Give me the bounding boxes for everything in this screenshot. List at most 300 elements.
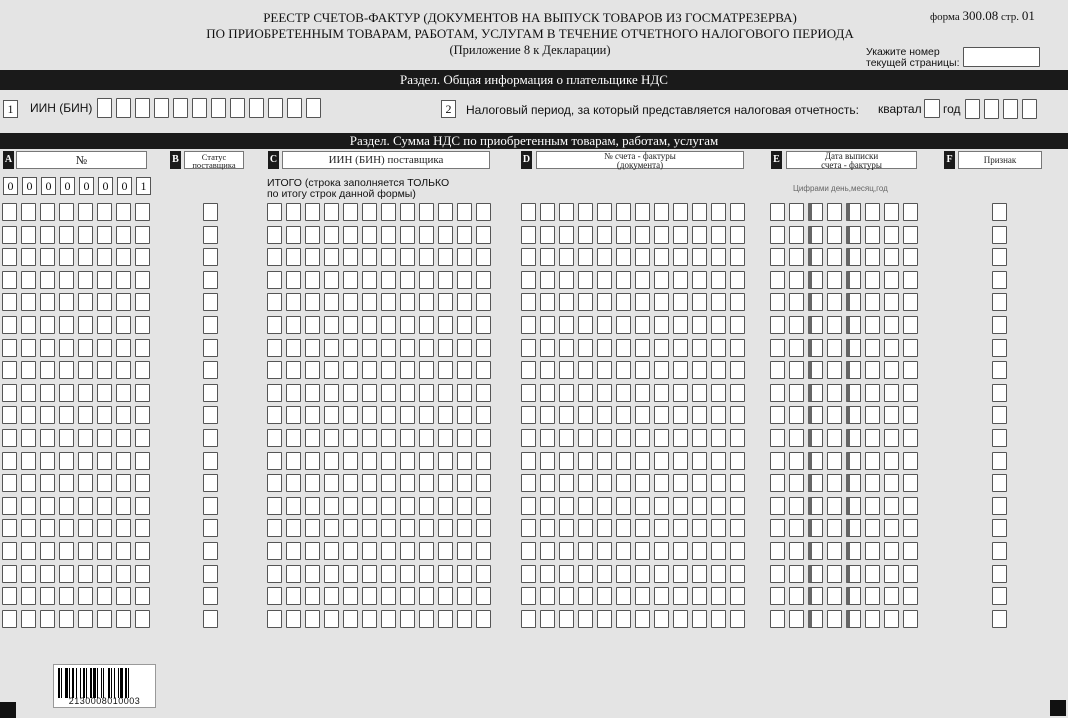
supplier-iin-cell[interactable] (305, 361, 320, 379)
supplier-iin-cell[interactable] (324, 429, 339, 447)
supplier-iin-cell[interactable] (324, 361, 339, 379)
invoice-number-cell[interactable] (540, 203, 555, 221)
supplier-iin-cell[interactable] (457, 293, 472, 311)
flag-cell[interactable] (992, 316, 1007, 334)
supplier-iin-cell[interactable] (438, 610, 453, 628)
invoice-date-cell[interactable] (865, 429, 880, 447)
invoice-number-cell[interactable] (711, 203, 726, 221)
invoice-date-cell[interactable] (884, 429, 899, 447)
invoice-number-cell[interactable] (692, 519, 707, 537)
supplier-iin-cell[interactable] (476, 203, 491, 221)
invoice-date-cell[interactable] (808, 565, 823, 583)
invoice-number-cell[interactable] (616, 203, 631, 221)
number-cell[interactable] (40, 226, 55, 244)
invoice-number-cell[interactable] (559, 316, 574, 334)
flag-cell[interactable] (992, 474, 1007, 492)
invoice-number-cell[interactable] (692, 565, 707, 583)
invoice-date-cell[interactable] (846, 406, 861, 424)
invoice-date-cell[interactable] (865, 248, 880, 266)
supplier-iin-cell[interactable] (286, 293, 301, 311)
invoice-number-cell[interactable] (616, 452, 631, 470)
number-cell[interactable] (78, 293, 93, 311)
supplier-iin-cell[interactable] (457, 542, 472, 560)
invoice-date-cell[interactable] (808, 226, 823, 244)
invoice-number-cell[interactable] (521, 384, 536, 402)
invoice-number-cell[interactable] (730, 406, 745, 424)
invoice-date-cell[interactable] (770, 610, 785, 628)
number-cell[interactable] (59, 361, 74, 379)
number-cell[interactable] (59, 406, 74, 424)
invoice-date-cell[interactable] (827, 610, 842, 628)
invoice-date-cell[interactable] (865, 452, 880, 470)
invoice-number-cell[interactable] (616, 565, 631, 583)
supplier-iin-cell[interactable] (343, 316, 358, 334)
supplier-iin-cell[interactable] (419, 339, 434, 357)
number-cell[interactable] (78, 542, 93, 560)
supplier-iin-cell[interactable] (438, 497, 453, 515)
supplier-iin-cell[interactable] (343, 542, 358, 560)
invoice-date-cell[interactable] (865, 316, 880, 334)
status-cell[interactable] (203, 565, 218, 583)
number-cell[interactable] (135, 361, 150, 379)
number-cell[interactable] (59, 565, 74, 583)
number-cell[interactable] (116, 452, 131, 470)
invoice-number-cell[interactable] (730, 429, 745, 447)
invoice-number-cell[interactable] (578, 497, 593, 515)
invoice-number-cell[interactable] (521, 271, 536, 289)
invoice-date-cell[interactable] (789, 384, 804, 402)
invoice-number-cell[interactable] (597, 452, 612, 470)
invoice-date-cell[interactable] (827, 293, 842, 311)
supplier-iin-cell[interactable] (457, 452, 472, 470)
invoice-number-cell[interactable] (616, 293, 631, 311)
supplier-iin-cell[interactable] (457, 429, 472, 447)
invoice-number-cell[interactable] (540, 519, 555, 537)
invoice-number-cell[interactable] (616, 361, 631, 379)
supplier-iin-cell[interactable] (286, 226, 301, 244)
invoice-date-cell[interactable] (903, 406, 918, 424)
invoice-date-cell[interactable] (865, 519, 880, 537)
invoice-date-cell[interactable] (770, 587, 785, 605)
supplier-iin-cell[interactable] (419, 406, 434, 424)
invoice-date-cell[interactable] (827, 406, 842, 424)
supplier-iin-cell[interactable] (267, 316, 282, 334)
invoice-number-cell[interactable] (711, 248, 726, 266)
invoice-date-cell[interactable] (827, 361, 842, 379)
invoice-number-cell[interactable] (616, 384, 631, 402)
invoice-number-cell[interactable] (616, 271, 631, 289)
invoice-date-cell[interactable] (865, 610, 880, 628)
invoice-number-cell[interactable] (559, 203, 574, 221)
invoice-number-cell[interactable] (559, 474, 574, 492)
supplier-iin-cell[interactable] (457, 316, 472, 334)
number-cell[interactable] (2, 361, 17, 379)
invoice-number-cell[interactable] (540, 497, 555, 515)
number-cell[interactable] (97, 565, 112, 583)
supplier-iin-cell[interactable] (381, 519, 396, 537)
number-cell[interactable] (21, 565, 36, 583)
year-cell[interactable] (1003, 99, 1018, 119)
supplier-iin-cell[interactable] (419, 542, 434, 560)
supplier-iin-cell[interactable] (400, 384, 415, 402)
supplier-iin-cell[interactable] (476, 587, 491, 605)
invoice-date-cell[interactable] (770, 361, 785, 379)
invoice-date-cell[interactable] (808, 429, 823, 447)
supplier-iin-cell[interactable] (419, 384, 434, 402)
number-cell[interactable] (21, 203, 36, 221)
invoice-date-cell[interactable] (884, 271, 899, 289)
status-cell[interactable] (203, 226, 218, 244)
supplier-iin-cell[interactable] (286, 271, 301, 289)
invoice-date-cell[interactable] (789, 497, 804, 515)
number-cell[interactable] (97, 203, 112, 221)
number-cell[interactable] (97, 452, 112, 470)
invoice-date-cell[interactable] (789, 316, 804, 334)
supplier-iin-cell[interactable] (381, 542, 396, 560)
invoice-number-cell[interactable] (692, 339, 707, 357)
number-cell[interactable] (135, 384, 150, 402)
invoice-number-cell[interactable] (654, 203, 669, 221)
supplier-iin-cell[interactable] (343, 203, 358, 221)
invoice-number-cell[interactable] (692, 226, 707, 244)
invoice-date-cell[interactable] (827, 226, 842, 244)
invoice-date-cell[interactable] (846, 361, 861, 379)
supplier-iin-cell[interactable] (324, 474, 339, 492)
number-cell[interactable] (78, 226, 93, 244)
invoice-number-cell[interactable] (578, 565, 593, 583)
invoice-number-cell[interactable] (673, 452, 688, 470)
invoice-number-cell[interactable] (540, 406, 555, 424)
invoice-number-cell[interactable] (711, 361, 726, 379)
number-cell[interactable] (21, 293, 36, 311)
invoice-date-cell[interactable] (884, 565, 899, 583)
payer-iin-cell[interactable] (211, 98, 226, 118)
number-cell[interactable] (78, 361, 93, 379)
invoice-number-cell[interactable] (635, 203, 650, 221)
supplier-iin-cell[interactable] (457, 226, 472, 244)
invoice-number-cell[interactable] (730, 361, 745, 379)
invoice-date-cell[interactable] (846, 497, 861, 515)
supplier-iin-cell[interactable] (324, 339, 339, 357)
supplier-iin-cell[interactable] (476, 406, 491, 424)
invoice-number-cell[interactable] (673, 497, 688, 515)
payer-iin-cell[interactable] (249, 98, 264, 118)
invoice-number-cell[interactable] (559, 271, 574, 289)
supplier-iin-cell[interactable] (343, 226, 358, 244)
invoice-date-cell[interactable] (808, 406, 823, 424)
supplier-iin-cell[interactable] (381, 361, 396, 379)
number-cell[interactable] (135, 293, 150, 311)
supplier-iin-cell[interactable] (457, 519, 472, 537)
supplier-iin-cell[interactable] (438, 316, 453, 334)
supplier-iin-cell[interactable] (419, 248, 434, 266)
invoice-date-cell[interactable] (846, 452, 861, 470)
invoice-date-cell[interactable] (884, 384, 899, 402)
number-cell[interactable] (59, 384, 74, 402)
supplier-iin-cell[interactable] (419, 316, 434, 334)
number-cell[interactable] (97, 519, 112, 537)
invoice-number-cell[interactable] (635, 587, 650, 605)
invoice-number-cell[interactable] (711, 339, 726, 357)
invoice-date-cell[interactable] (808, 519, 823, 537)
invoice-number-cell[interactable] (654, 519, 669, 537)
invoice-date-cell[interactable] (846, 587, 861, 605)
invoice-date-cell[interactable] (770, 452, 785, 470)
number-cell[interactable] (135, 248, 150, 266)
invoice-date-cell[interactable] (903, 519, 918, 537)
invoice-date-cell[interactable] (827, 587, 842, 605)
supplier-iin-cell[interactable] (305, 452, 320, 470)
supplier-iin-cell[interactable] (457, 610, 472, 628)
payer-iin-cell[interactable] (173, 98, 188, 118)
invoice-number-cell[interactable] (540, 452, 555, 470)
supplier-iin-cell[interactable] (305, 474, 320, 492)
number-cell[interactable] (40, 519, 55, 537)
invoice-date-cell[interactable] (770, 406, 785, 424)
supplier-iin-cell[interactable] (343, 429, 358, 447)
number-cell[interactable] (40, 248, 55, 266)
supplier-iin-cell[interactable] (267, 587, 282, 605)
supplier-iin-cell[interactable] (438, 406, 453, 424)
supplier-iin-cell[interactable] (476, 452, 491, 470)
supplier-iin-cell[interactable] (419, 497, 434, 515)
supplier-iin-cell[interactable] (419, 293, 434, 311)
invoice-number-cell[interactable] (540, 316, 555, 334)
flag-cell[interactable] (992, 565, 1007, 583)
invoice-number-cell[interactable] (521, 519, 536, 537)
number-cell[interactable] (116, 474, 131, 492)
invoice-number-cell[interactable] (654, 452, 669, 470)
number-cell[interactable] (78, 203, 93, 221)
supplier-iin-cell[interactable] (400, 542, 415, 560)
invoice-number-cell[interactable] (597, 406, 612, 424)
invoice-date-cell[interactable] (903, 429, 918, 447)
supplier-iin-cell[interactable] (267, 226, 282, 244)
number-cell[interactable] (116, 542, 131, 560)
invoice-date-cell[interactable] (808, 361, 823, 379)
flag-cell[interactable] (992, 406, 1007, 424)
invoice-date-cell[interactable] (808, 452, 823, 470)
invoice-number-cell[interactable] (692, 203, 707, 221)
invoice-number-cell[interactable] (521, 226, 536, 244)
payer-iin-cell[interactable] (135, 98, 150, 118)
invoice-number-cell[interactable] (597, 361, 612, 379)
supplier-iin-cell[interactable] (362, 497, 377, 515)
supplier-iin-cell[interactable] (381, 610, 396, 628)
supplier-iin-cell[interactable] (419, 519, 434, 537)
number-cell[interactable] (40, 452, 55, 470)
number-cell[interactable] (21, 226, 36, 244)
number-cell[interactable] (78, 429, 93, 447)
supplier-iin-cell[interactable] (419, 203, 434, 221)
status-cell[interactable] (203, 361, 218, 379)
supplier-iin-cell[interactable] (305, 429, 320, 447)
number-cell[interactable] (2, 226, 17, 244)
supplier-iin-cell[interactable] (438, 361, 453, 379)
status-cell[interactable] (203, 406, 218, 424)
number-cell[interactable] (97, 384, 112, 402)
number-cell[interactable] (78, 587, 93, 605)
supplier-iin-cell[interactable] (457, 203, 472, 221)
number-cell[interactable] (97, 474, 112, 492)
supplier-iin-cell[interactable] (362, 565, 377, 583)
supplier-iin-cell[interactable] (457, 497, 472, 515)
invoice-number-cell[interactable] (654, 384, 669, 402)
supplier-iin-cell[interactable] (381, 316, 396, 334)
number-cell[interactable] (78, 610, 93, 628)
invoice-date-cell[interactable] (827, 474, 842, 492)
supplier-iin-cell[interactable] (324, 565, 339, 583)
invoice-date-cell[interactable] (770, 248, 785, 266)
supplier-iin-cell[interactable] (324, 587, 339, 605)
number-cell[interactable] (21, 248, 36, 266)
invoice-number-cell[interactable] (730, 587, 745, 605)
invoice-number-cell[interactable] (730, 497, 745, 515)
invoice-date-cell[interactable] (789, 339, 804, 357)
invoice-number-cell[interactable] (540, 361, 555, 379)
supplier-iin-cell[interactable] (286, 542, 301, 560)
invoice-date-cell[interactable] (808, 248, 823, 266)
number-cell[interactable] (135, 497, 150, 515)
status-cell[interactable] (203, 542, 218, 560)
number-cell[interactable] (40, 271, 55, 289)
flag-cell[interactable] (992, 271, 1007, 289)
status-cell[interactable] (203, 293, 218, 311)
supplier-iin-cell[interactable] (381, 565, 396, 583)
invoice-date-cell[interactable] (865, 474, 880, 492)
invoice-date-cell[interactable] (884, 452, 899, 470)
invoice-date-cell[interactable] (903, 248, 918, 266)
supplier-iin-cell[interactable] (267, 542, 282, 560)
invoice-number-cell[interactable] (692, 406, 707, 424)
number-cell[interactable] (40, 429, 55, 447)
invoice-number-cell[interactable] (635, 226, 650, 244)
number-cell[interactable] (2, 316, 17, 334)
invoice-number-cell[interactable] (597, 271, 612, 289)
invoice-date-cell[interactable] (770, 293, 785, 311)
number-cell[interactable] (97, 587, 112, 605)
number-cell[interactable] (135, 542, 150, 560)
supplier-iin-cell[interactable] (343, 293, 358, 311)
supplier-iin-cell[interactable] (419, 271, 434, 289)
invoice-number-cell[interactable] (673, 384, 688, 402)
number-cell[interactable] (116, 203, 131, 221)
supplier-iin-cell[interactable] (438, 339, 453, 357)
invoice-number-cell[interactable] (635, 497, 650, 515)
supplier-iin-cell[interactable] (343, 271, 358, 289)
invoice-number-cell[interactable] (654, 361, 669, 379)
invoice-date-cell[interactable] (884, 226, 899, 244)
number-cell[interactable] (59, 542, 74, 560)
payer-iin-cell[interactable] (306, 98, 321, 118)
invoice-number-cell[interactable] (578, 542, 593, 560)
invoice-number-cell[interactable] (597, 248, 612, 266)
number-cell[interactable] (2, 406, 17, 424)
supplier-iin-cell[interactable] (324, 226, 339, 244)
supplier-iin-cell[interactable] (324, 203, 339, 221)
invoice-date-cell[interactable] (884, 293, 899, 311)
invoice-number-cell[interactable] (597, 610, 612, 628)
invoice-number-cell[interactable] (654, 406, 669, 424)
invoice-number-cell[interactable] (673, 429, 688, 447)
invoice-number-cell[interactable] (730, 316, 745, 334)
number-cell[interactable] (21, 316, 36, 334)
invoice-date-cell[interactable] (770, 497, 785, 515)
invoice-date-cell[interactable] (903, 203, 918, 221)
invoice-number-cell[interactable] (521, 361, 536, 379)
invoice-number-cell[interactable] (578, 203, 593, 221)
invoice-number-cell[interactable] (578, 610, 593, 628)
supplier-iin-cell[interactable] (343, 565, 358, 583)
invoice-date-cell[interactable] (865, 587, 880, 605)
invoice-number-cell[interactable] (654, 339, 669, 357)
supplier-iin-cell[interactable] (362, 384, 377, 402)
invoice-number-cell[interactable] (521, 429, 536, 447)
supplier-iin-cell[interactable] (362, 452, 377, 470)
supplier-iin-cell[interactable] (419, 361, 434, 379)
invoice-date-cell[interactable] (770, 519, 785, 537)
invoice-number-cell[interactable] (521, 542, 536, 560)
invoice-number-cell[interactable] (673, 203, 688, 221)
supplier-iin-cell[interactable] (438, 384, 453, 402)
supplier-iin-cell[interactable] (476, 316, 491, 334)
number-cell[interactable] (116, 519, 131, 537)
invoice-number-cell[interactable] (597, 384, 612, 402)
invoice-number-cell[interactable] (616, 610, 631, 628)
invoice-date-cell[interactable] (846, 519, 861, 537)
supplier-iin-cell[interactable] (324, 610, 339, 628)
invoice-date-cell[interactable] (808, 203, 823, 221)
invoice-number-cell[interactable] (654, 226, 669, 244)
supplier-iin-cell[interactable] (476, 565, 491, 583)
supplier-iin-cell[interactable] (438, 587, 453, 605)
flag-cell[interactable] (992, 293, 1007, 311)
supplier-iin-cell[interactable] (381, 203, 396, 221)
flag-cell[interactable] (992, 587, 1007, 605)
invoice-number-cell[interactable] (673, 316, 688, 334)
invoice-number-cell[interactable] (597, 293, 612, 311)
invoice-number-cell[interactable] (521, 452, 536, 470)
invoice-date-cell[interactable] (884, 248, 899, 266)
number-cell[interactable] (116, 587, 131, 605)
invoice-date-cell[interactable] (827, 203, 842, 221)
supplier-iin-cell[interactable] (343, 497, 358, 515)
supplier-iin-cell[interactable] (381, 406, 396, 424)
status-cell[interactable] (203, 271, 218, 289)
invoice-number-cell[interactable] (673, 565, 688, 583)
number-cell[interactable] (135, 474, 150, 492)
supplier-iin-cell[interactable] (305, 610, 320, 628)
supplier-iin-cell[interactable] (381, 248, 396, 266)
supplier-iin-cell[interactable] (381, 384, 396, 402)
invoice-number-cell[interactable] (616, 587, 631, 605)
number-cell[interactable] (2, 293, 17, 311)
invoice-number-cell[interactable] (578, 293, 593, 311)
invoice-number-cell[interactable] (654, 474, 669, 492)
status-cell[interactable] (203, 384, 218, 402)
supplier-iin-cell[interactable] (286, 248, 301, 266)
invoice-number-cell[interactable] (635, 519, 650, 537)
year-cell[interactable] (984, 99, 999, 119)
number-cell[interactable] (40, 610, 55, 628)
number-cell[interactable] (97, 226, 112, 244)
invoice-date-cell[interactable] (903, 497, 918, 515)
status-cell[interactable] (203, 452, 218, 470)
number-cell[interactable] (116, 361, 131, 379)
supplier-iin-cell[interactable] (457, 587, 472, 605)
invoice-date-cell[interactable] (770, 271, 785, 289)
supplier-iin-cell[interactable] (267, 293, 282, 311)
